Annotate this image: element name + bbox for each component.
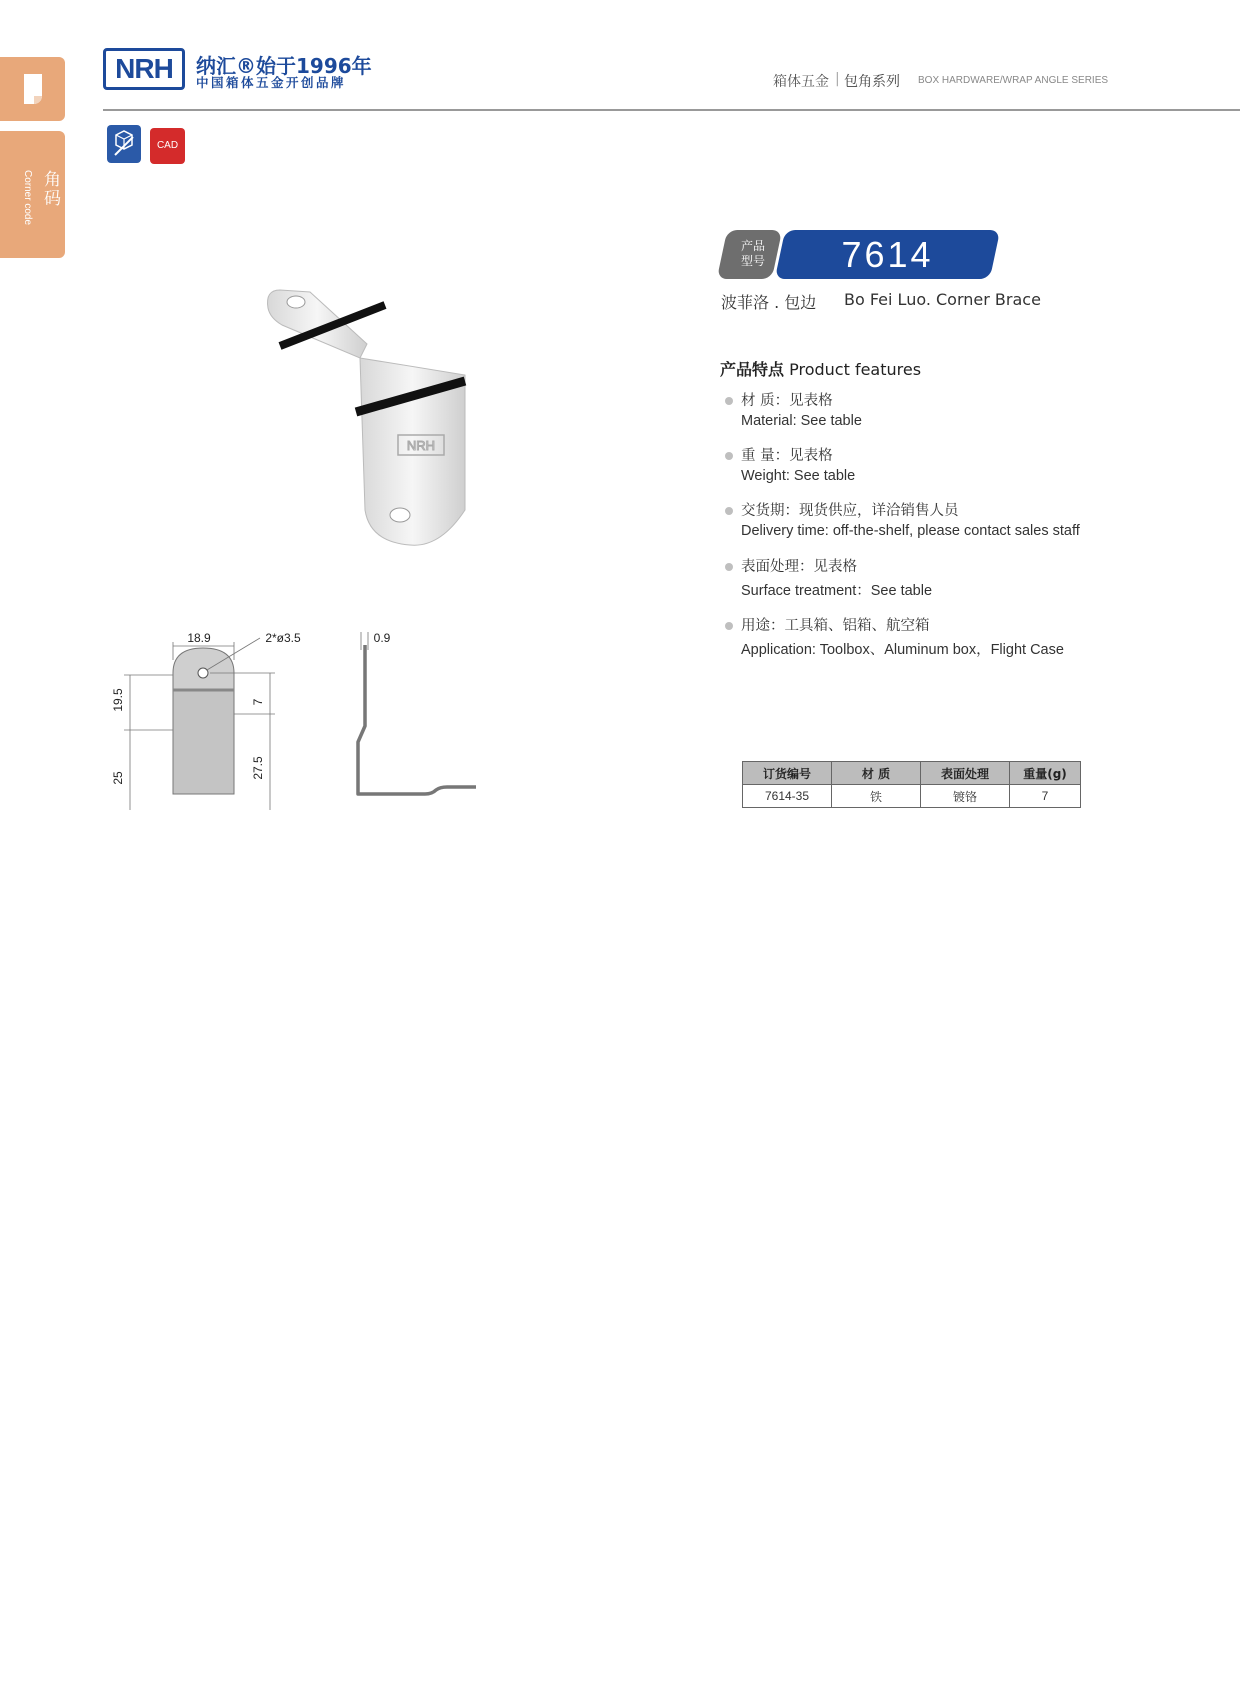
cell-weight: 7 [1010, 785, 1081, 808]
dim-holes: 2*ø3.5 [265, 631, 301, 645]
product-name-cn: 波菲洛 . 包边 [721, 293, 817, 312]
dim-bottom-height: 25 [111, 771, 125, 785]
feature-application-en: Application: Toolbox、Aluminum box，Flight Case [741, 642, 1064, 658]
dim-thickness: 0.9 [373, 631, 391, 645]
header-surface: 表面处理 [921, 762, 1010, 785]
header-weight: 重量(g) [1010, 762, 1081, 785]
side-profile [358, 645, 476, 794]
breadcrumb-series-en: BOX HARDWARE/WRAP ANGLE SERIES [918, 75, 1109, 86]
bullet-icon [725, 452, 733, 460]
dimension-drawing [100, 630, 490, 820]
feature-material-en: Material: See table [741, 413, 862, 429]
features-title-en: Product features [789, 360, 922, 379]
model-label [733, 239, 773, 269]
bullet-icon [725, 563, 733, 571]
breadcrumb-category: 箱体五金 [773, 74, 829, 90]
dim-top-height: 19.5 [111, 688, 125, 712]
bullet-icon [725, 397, 733, 405]
dim-width: 18.9 [187, 631, 211, 645]
bullet-icon [725, 507, 733, 515]
brand-name: 纳汇®始于1996年 [196, 54, 372, 78]
dim-body-height: 27.5 [251, 756, 265, 780]
features-title-cn: 产品特点 [720, 360, 785, 379]
features-title [720, 357, 921, 380]
document-icon [0, 57, 65, 121]
model-label-line1: 产品 [740, 239, 765, 253]
feature-weight-en: Weight: See table [741, 468, 856, 484]
feature-delivery-cn: 交货期：现货供应，详洽销售人员 [741, 503, 959, 519]
brand-tagline: 中国箱体五金开创品牌 [196, 75, 347, 90]
sidebar-tab-label-cn: 角码 [40, 170, 60, 208]
breadcrumb-series: 包角系列 [844, 74, 900, 90]
sidebar-tab-label-en: Corner code [22, 170, 33, 226]
feature-surface-cn: 表面处理：见表格 [741, 559, 857, 575]
feature-application-cn: 用途：工具箱、铝箱、航空箱 [741, 618, 930, 634]
bullet-icon [725, 622, 733, 630]
cell-surface: 镀铬 [921, 785, 1010, 808]
spec-table [742, 761, 1081, 808]
3d-model-icon[interactable] [107, 125, 141, 163]
nrh-stamp-text: NRH [406, 438, 436, 453]
product-name-en: Bo Fei Luo. Corner Brace [844, 290, 1041, 309]
breadcrumb-separator: | [835, 71, 840, 87]
cad-file-icon[interactable]: CAD [150, 128, 185, 164]
table-header-row [743, 762, 1081, 785]
model-label-line2: 型号 [740, 254, 765, 268]
sidebar-tab-catalog[interactable] [0, 57, 65, 121]
header-divider [103, 109, 1240, 111]
cell-order-no: 7614-35 [743, 785, 832, 808]
header-material: 材 质 [832, 762, 921, 785]
feature-material-cn: 材 质：见表格 [741, 393, 833, 409]
dim-hole-offset: 7 [251, 698, 265, 706]
model-code: 7614 [841, 234, 934, 275]
feature-weight-cn: 重 量：见表格 [741, 448, 833, 464]
table-row [743, 785, 1081, 808]
header-order-no: 订货编号 [743, 762, 832, 785]
feature-delivery-en: Delivery time: off-the-shelf, please contact sales staff [741, 523, 1080, 539]
product-photo [260, 280, 480, 560]
feature-surface-en: Surface treatment：See table [741, 583, 933, 599]
cell-material: 铁 [832, 785, 921, 808]
brand-logo: NRH [103, 48, 185, 90]
